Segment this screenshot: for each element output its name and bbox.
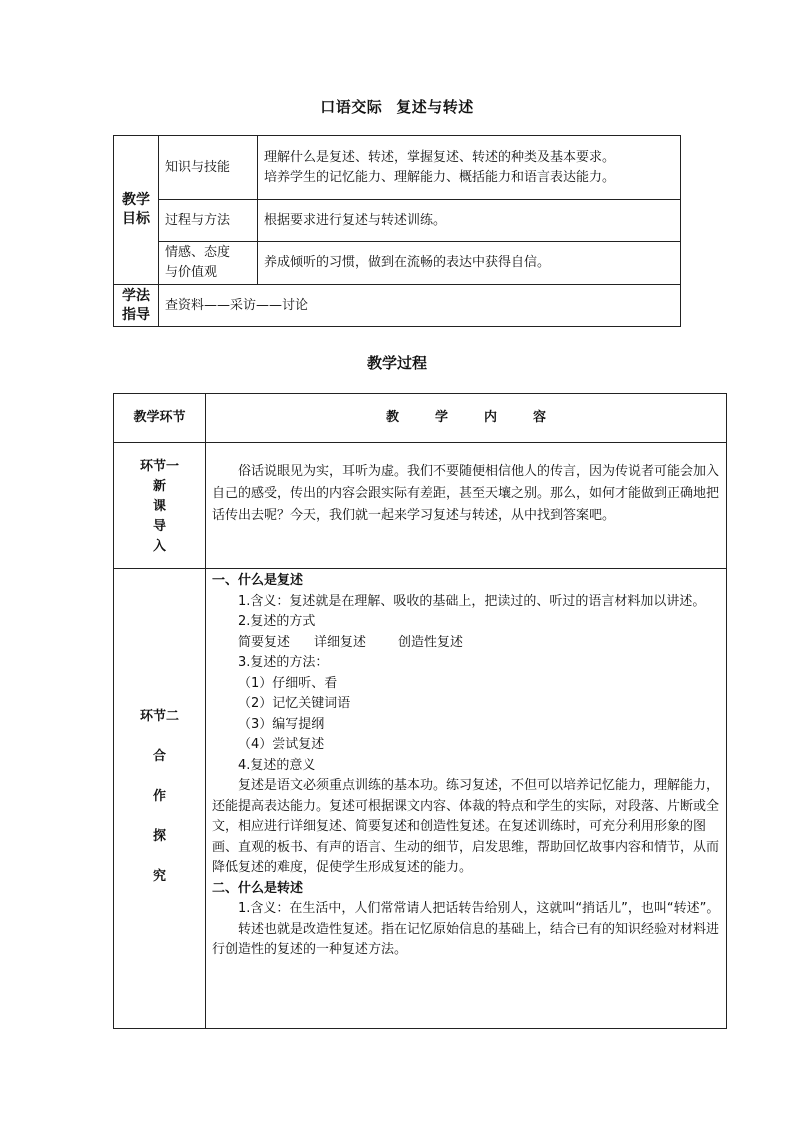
col-header-content <box>206 394 727 443</box>
stage-label-line: 合 <box>152 749 166 764</box>
retell-definition: 1.含义：复述就是在理解、吸收的基础上，把读过的、听过的语言材料加以讲述。 <box>238 593 706 609</box>
method-label <box>114 285 159 327</box>
section-heading-relay: 二、什么是转述 <box>212 880 304 896</box>
col-header-char: 学 <box>434 410 448 425</box>
goal-sub-knowledge: 知识与技能 <box>159 136 258 200</box>
stage-label-line: 究 <box>152 869 166 884</box>
retell-way: 创造性复述 <box>398 634 464 650</box>
col-header-char: 教 <box>385 410 399 425</box>
retell-ways <box>212 633 720 654</box>
goal-sub-process: 过程与方法 <box>159 200 258 242</box>
retell-meaning-label: 4.复述的意义 <box>238 757 316 773</box>
stage-label-line: 导 <box>152 519 166 534</box>
goal-content-process: 根据要求进行复述与转述训练。 <box>258 200 681 242</box>
stage-2-label <box>114 569 206 1029</box>
goal-content-line: 培养学生的记忆能力、理解能力、概括能力和语言表达能力。 <box>264 169 616 185</box>
goal-content-line: 理解什么是复述、转述，掌握复述、转述的种类及基本要求。 <box>264 149 616 165</box>
stage-label-line: 课 <box>152 499 166 514</box>
goal-label-text: 教学目标 <box>122 192 150 227</box>
retell-method-item: （2）记忆关键词语 <box>238 696 351 711</box>
retell-method-item: （3）编写提纲 <box>238 716 325 732</box>
stage-label-line: 环节一 <box>139 459 179 474</box>
retell-meaning: 复述是语文必须重点训练的基本功。练习复述，不但可以培养记忆能力，理解能力，还能提高表达能力。复述可根据课文内容、体裁的特点和学生的实际，对段落、片断或全文，相应进行详细复述、简要复述和创造性复述。在复述训练时，可充分利用形象的图画、直观的板书、有声的语言、生动的细节，启发思维，帮助回忆故事内容和情节，从而降低复述的难度，促使学生形成复述的能力。 <box>212 778 720 875</box>
col-header-char: 内 <box>484 410 498 425</box>
retell-methods-label: 3.复述的方法： <box>238 655 329 670</box>
retell-ways-label: 2.复述的方式 <box>238 614 316 629</box>
relay-definition: 1.含义：在生活中，人们常常请人把话转告给别人，这就叫“捎话儿”，也叫“转述”。 <box>238 901 720 916</box>
goal-content-knowledge <box>258 136 681 200</box>
retell-method-item: （4）尝试复述 <box>238 737 325 752</box>
goal-sub-attitude <box>159 242 258 285</box>
title-part-2: 复述与转述 <box>396 98 474 116</box>
stage-label-line: 作 <box>152 789 166 804</box>
stage-2-content <box>206 569 727 1029</box>
stage-label-line: 入 <box>152 539 166 554</box>
goal-content-attitude: 养成倾听的习惯，做到在流畅的表达中获得自信。 <box>258 242 681 285</box>
teaching-goals-table <box>113 135 681 327</box>
process-title: 教学过程 <box>366 354 427 372</box>
document-title <box>0 96 794 117</box>
goal-row-label <box>114 136 159 285</box>
stage-1-content: 俗话说眼见为实，耳听为虚。我们不要随便相信他人的传言，因为传说者可能会加入自己的感受，传出的内容会跟实际有差距，甚至天壤之别。那么，如何才能做到正确地把话传出去呢？今天，我们就一起来学习复述与转述，从中找到答案吧。 <box>206 443 727 569</box>
title-part-1: 口语交际 <box>320 98 383 116</box>
relay-explanation: 转述也就是改造性复述。指在记忆原始信息的基础上，结合已有的知识经验对材料进行创造性的复述的一种复述方法。 <box>212 921 720 957</box>
col-header-char: 容 <box>533 410 547 425</box>
stage-label-line: 探 <box>152 829 166 844</box>
method-content: 查资料——采访——讨论 <box>159 285 681 327</box>
stage-1-label <box>114 443 206 569</box>
retell-way: 简要复述 <box>238 634 291 650</box>
stage-label-line: 新 <box>152 479 166 494</box>
teaching-process-table <box>113 393 727 1029</box>
retell-way: 详细复述 <box>314 634 367 650</box>
retell-method-item: （1）仔细听、看 <box>238 675 338 691</box>
goal-sub-attitude-text: 情感、态度与价值观 <box>165 245 231 280</box>
method-label-text: 学法指导 <box>122 287 150 323</box>
col-header-stage: 教学环节 <box>114 394 206 443</box>
section-heading-retell: 一、什么是复述 <box>212 573 304 588</box>
stage-label-line: 环节二 <box>139 709 179 724</box>
